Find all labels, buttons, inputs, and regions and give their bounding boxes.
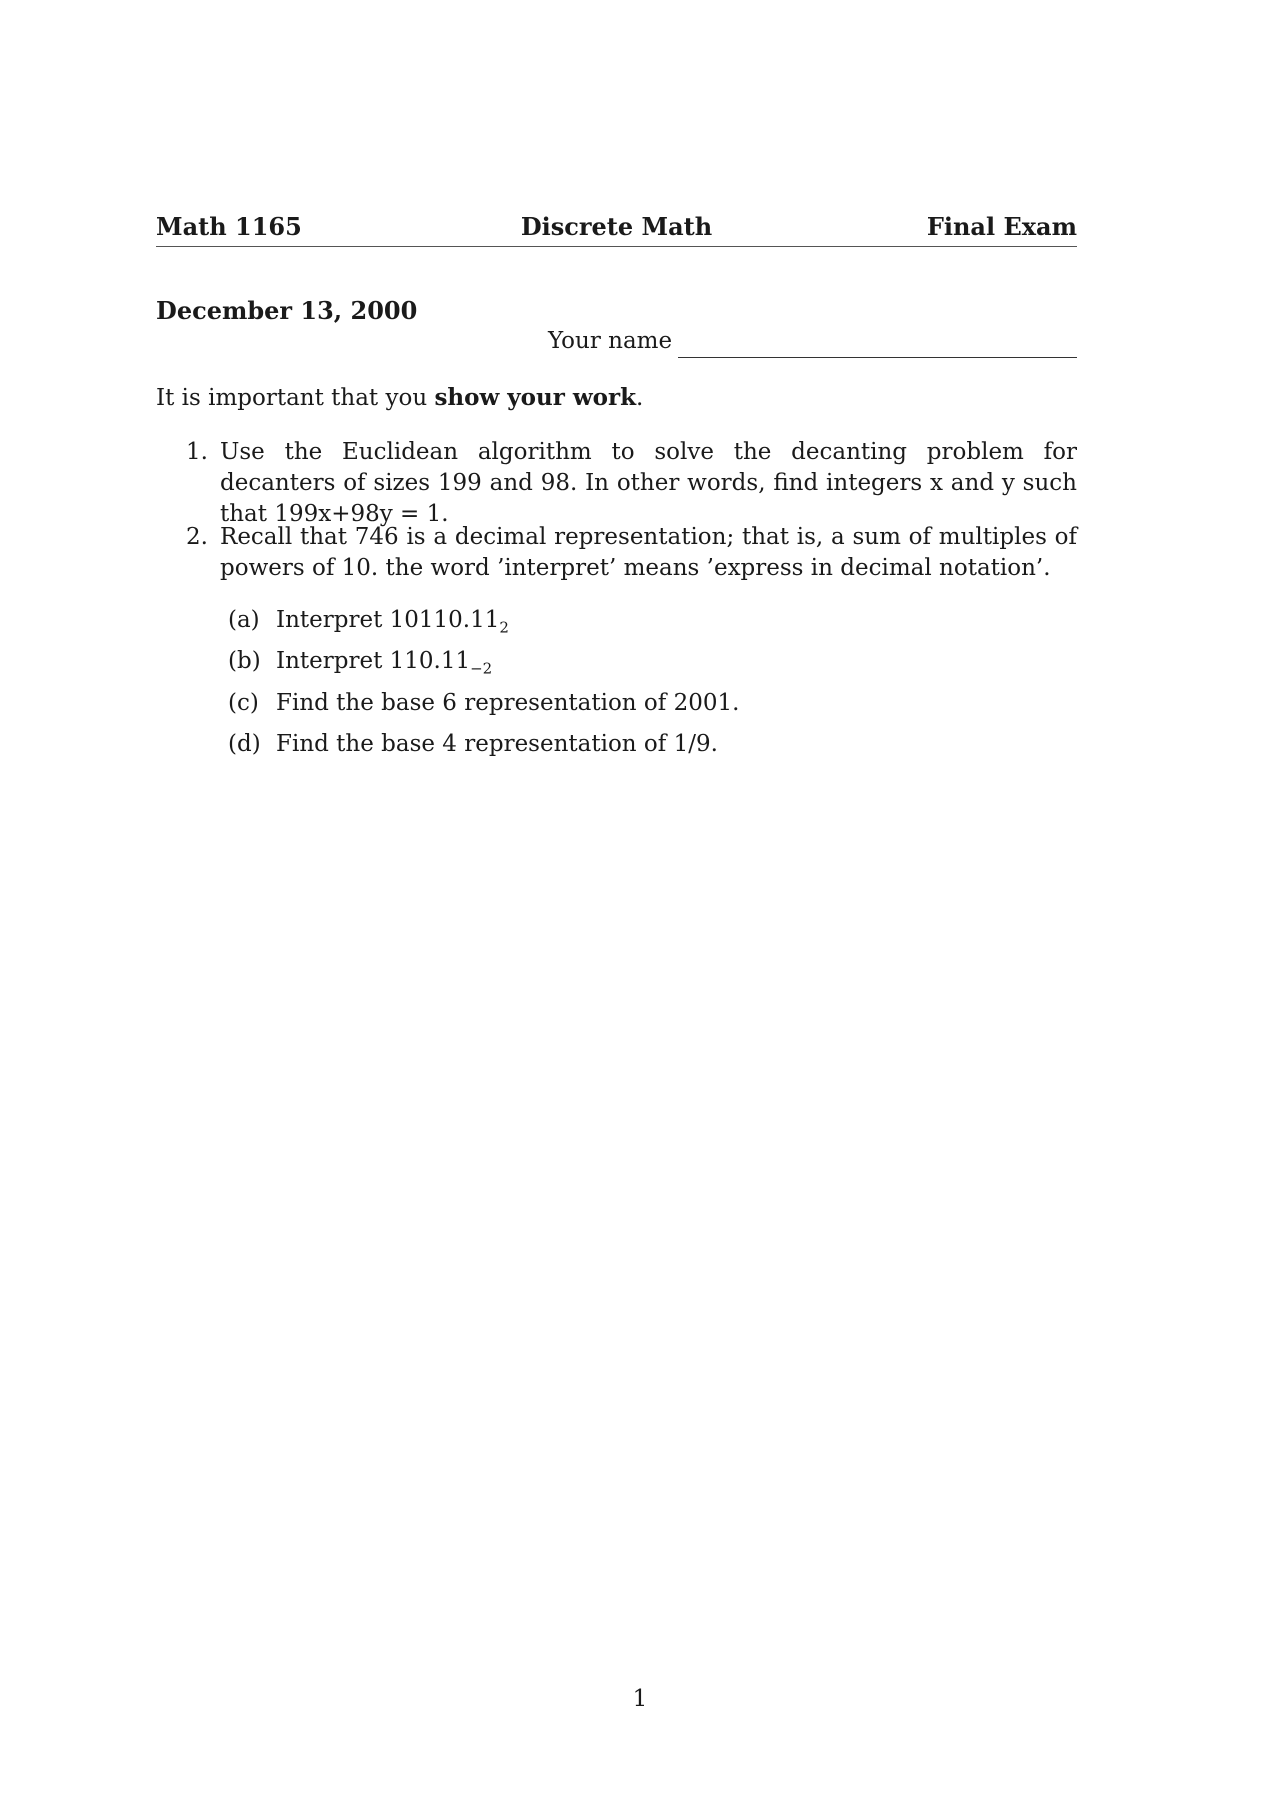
exam-date: December 13, 2000	[156, 296, 418, 325]
part-text: Find the base 4 representation of 1/9.	[276, 731, 718, 757]
question-1	[186, 437, 1077, 530]
part-subscript: −2	[470, 659, 493, 678]
question-number: 1.	[186, 439, 208, 465]
part-subscript: 2	[499, 618, 509, 637]
instructions-emphasis: show your work	[434, 384, 637, 411]
instructions-end: .	[636, 385, 644, 411]
course-number: Math 1165	[156, 212, 302, 241]
name-label: Your name	[548, 328, 673, 354]
part-text: Interpret 10110.11	[276, 607, 500, 633]
part-label: (c)	[228, 690, 259, 716]
page-number: 1	[632, 1686, 648, 1712]
instructions	[156, 384, 643, 411]
question-2	[186, 522, 1077, 584]
question-2-part-b	[228, 648, 492, 678]
part-label: (d)	[228, 731, 261, 757]
part-label: (a)	[228, 607, 260, 633]
course-title: Discrete Math	[520, 212, 713, 241]
question-number: 2.	[186, 524, 208, 550]
question-text: Recall that 746 is a decimal representation; that is, a sum of multiples of powers of 10. the word ’interpret’ means ’express in decimal notation’.	[220, 524, 1077, 581]
part-text: Find the base 6 representation of 2001.	[276, 690, 740, 716]
exam-title: Final Exam	[926, 212, 1077, 241]
question-2-part-a	[228, 607, 509, 637]
name-blank-line[interactable]	[678, 357, 1077, 358]
part-text: Interpret 110.11	[276, 648, 471, 674]
question-2-part-d	[228, 731, 718, 757]
page-header	[156, 210, 1077, 247]
question-2-part-c	[228, 690, 739, 716]
instructions-text: It is important that you	[156, 385, 435, 411]
part-label: (b)	[228, 648, 261, 674]
name-field-row	[548, 326, 1077, 360]
question-text: Use the Euclidean algorithm to solve the decanting problem for decanters of sizes 199 and 98. In other words, find integers x and y such that 199x+98y = 1.	[220, 439, 1077, 527]
